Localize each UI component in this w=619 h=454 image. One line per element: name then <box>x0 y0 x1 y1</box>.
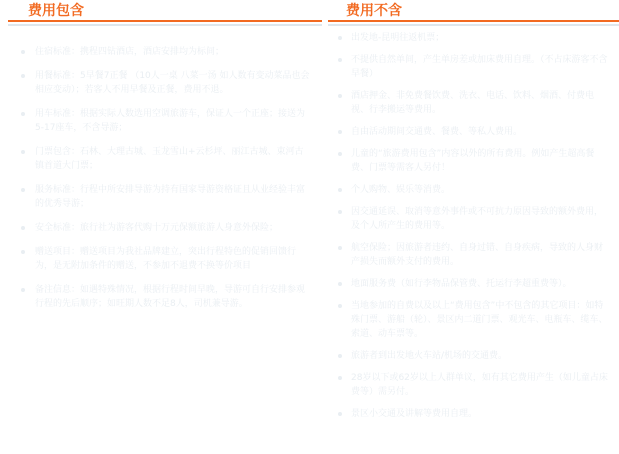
included-heading-underline <box>8 20 322 22</box>
bullet-icon <box>21 74 25 78</box>
included-item <box>9 69 321 97</box>
excluded-item-text: 自由活动期间交通费、餐费、等私人费用。 <box>351 127 523 137</box>
included-item-text: 备注信息：如遇特殊情况，根据行程时间早晚，导游可自行安排参观行程的先后顺序；如旺期人数不足8人，司机兼导游。 <box>35 285 306 309</box>
bullet-icon <box>21 112 25 116</box>
bullet-icon <box>21 50 25 54</box>
bullet-icon <box>338 210 342 214</box>
bullet-icon <box>338 188 342 192</box>
excluded-item <box>329 277 618 291</box>
bullet-icon <box>338 36 342 40</box>
excluded-item <box>329 53 618 81</box>
bullet-icon <box>338 246 342 250</box>
bullet-icon <box>21 188 25 192</box>
bullet-icon <box>338 58 342 62</box>
included-item <box>9 107 321 135</box>
excluded-item-text: 航空保险；因旅游者违约、自身过错、自身疾病，导致的人身财产损失而额外支付的费用。 <box>351 243 604 267</box>
included-heading: 费用包含 <box>28 3 84 19</box>
included-item-text: 住宿标准：携程四钻酒店，酒店安排均为标间； <box>35 47 225 57</box>
excluded-item-text: 儿童的“旅游费用包含”内容以外的所有费用。例如产生超高餐费、门票等需客人另付！ <box>351 149 595 173</box>
bullet-icon <box>21 150 25 154</box>
excluded-item <box>329 371 618 399</box>
excluded-item-text: 不提供自然单间，产生单房差或加床费用自理。（不占床游客不含早餐） <box>351 55 608 79</box>
bullet-icon <box>338 152 342 156</box>
included-item <box>9 183 321 211</box>
bullet-icon <box>21 288 25 292</box>
excluded-item-text: 景区小交通及讲解等费用自理。 <box>351 409 478 419</box>
excluded-item-text: 旅游者到出发地火车站/机场的交通费。 <box>351 351 508 361</box>
excluded-item <box>329 31 618 45</box>
included-item <box>9 45 321 59</box>
included-item-text: 用餐标准：5早餐7正餐 （10人一桌 八菜一汤 如人数有变动菜品也会相应变动）；若客人不用早餐及正餐，费用不退。 <box>35 71 310 95</box>
bullet-icon <box>338 412 342 416</box>
excluded-item-text: 当地参加的自费以及以上“费用包含”中不包含的其它项目：如特殊门票、游船（轮）、景区内二道门票、观光车、电瓶车、缆车、索道、动车票等。 <box>351 301 608 339</box>
excluded-item-text: 因交通延误、取消等意外事件或不可抗力原因导致的额外费用，及个人所产生的费用等。 <box>351 207 604 231</box>
excluded-item <box>329 147 618 175</box>
bullet-icon <box>338 130 342 134</box>
bullet-icon <box>21 226 25 230</box>
excluded-item-text: 出发地-昆明往返机票； <box>351 33 445 43</box>
excluded-item <box>329 89 618 117</box>
included-item-text: 安全标准：旅行社为游客代购十万元保额旅游人身意外保险； <box>35 223 279 233</box>
bullet-icon <box>338 376 342 380</box>
included-item <box>9 145 321 173</box>
included-item-text: 服务标准：行程中所安排导游为持有国家导游资格证且从业经验丰富的优秀导游； <box>35 185 306 209</box>
excluded-item <box>329 241 618 269</box>
included-item <box>9 221 321 235</box>
excluded-item <box>329 125 618 139</box>
excluded-heading: 费用不含 <box>346 3 402 19</box>
excluded-item <box>329 349 618 363</box>
excluded-item-text: 地面服务费（如行李物品保管费、托运行李超重费等）。 <box>351 279 572 289</box>
bullet-icon <box>338 354 342 358</box>
excluded-item <box>329 407 618 421</box>
included-item-text: 赠送项目：赠送项目为我社品牌建立，突出行程特色的促销回馈行为，是无附加条件的赠送，不参加不退费不换等价项目 <box>35 247 297 271</box>
included-item-text: 用车标准：根据实际人数选用空调旅游车，保证人一个正座；接送为5-17座车，不含导游； <box>35 109 306 133</box>
bullet-icon <box>338 304 342 308</box>
included-item <box>9 283 321 311</box>
excluded-item-text: 28岁以下或62岁以上人群单议，如有其它费用产生（如儿童占床费等）需另付。 <box>351 373 608 397</box>
included-list <box>9 45 321 321</box>
bullet-icon <box>338 94 342 98</box>
included-panel <box>8 24 322 309</box>
excluded-list <box>329 31 618 429</box>
bullet-icon <box>21 250 25 254</box>
excluded-item-text: 酒店押金、非免费餐饮费、洗衣、电话、饮料、烟酒、付费电视、行李搬运等费用。 <box>351 91 595 115</box>
excluded-item <box>329 205 618 233</box>
excluded-item <box>329 183 618 197</box>
included-item-text: 门票包含：石林、大理古城、玉龙雪山+云杉坪、丽江古城、束河古镇首道大门票； <box>35 147 304 171</box>
excluded-panel <box>328 24 619 419</box>
included-item <box>9 245 321 273</box>
excluded-heading-underline <box>328 20 619 22</box>
excluded-item-text: 个人购物、娱乐等消费。 <box>351 185 451 195</box>
bullet-icon <box>338 282 342 286</box>
excluded-item <box>329 299 618 341</box>
